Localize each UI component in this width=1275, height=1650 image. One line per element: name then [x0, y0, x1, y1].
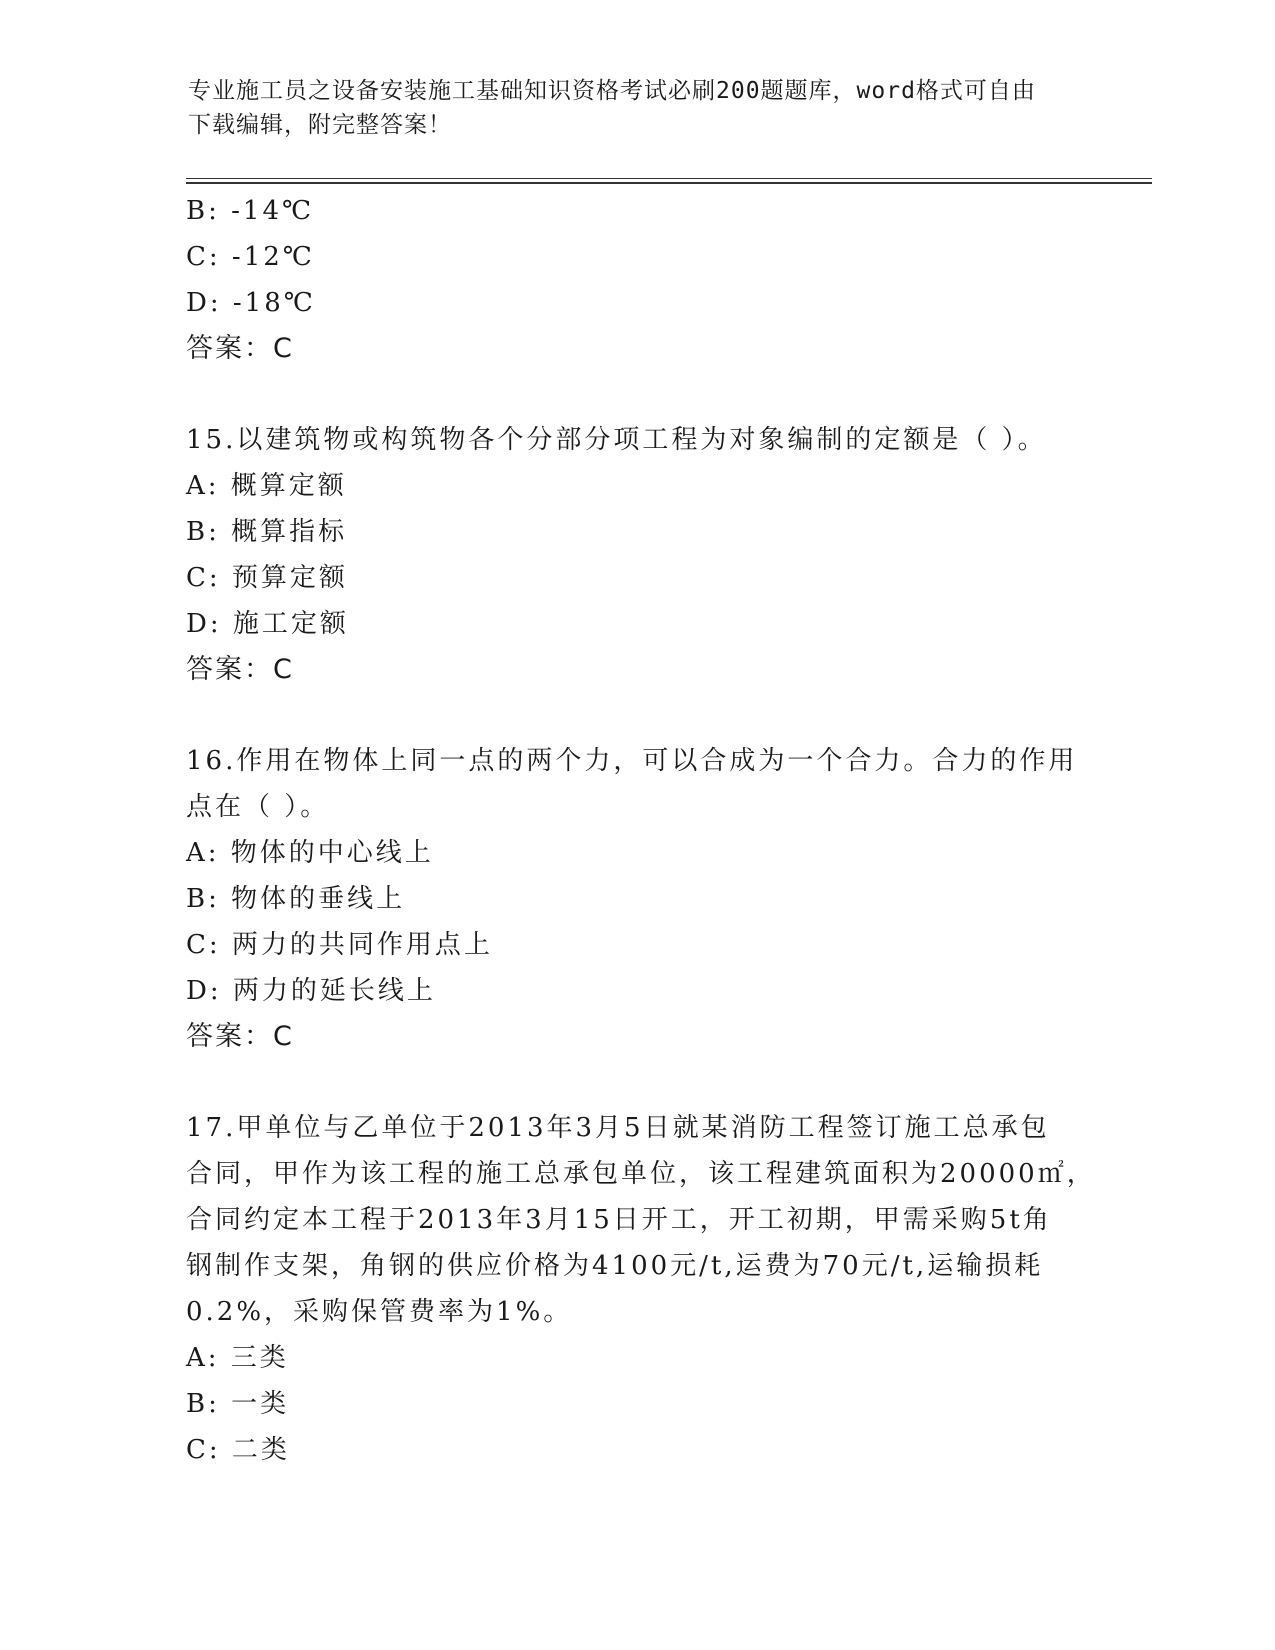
option-b: B: 一类: [186, 1389, 290, 1419]
question-stem-line-1: 16.作用在物体上同一点的两个力，可以合成为一个合力。合力的作用: [186, 746, 1078, 776]
option-a: A: 物体的中心线上: [186, 838, 434, 868]
spacer: [186, 1060, 1086, 1105]
document-header: [188, 74, 1068, 142]
question-16: [186, 738, 1086, 1060]
answer-line: 答案：C: [186, 654, 294, 685]
option-d: D: 两力的延长线上: [186, 976, 436, 1006]
option-a: A: 概算定额: [186, 471, 347, 501]
header-title-line-2: 下载编辑，附完整答案！: [188, 112, 452, 138]
option-b: B: 物体的垂线上: [186, 884, 406, 914]
answer-line: 答案：C: [186, 1021, 294, 1052]
option-a: A: 三类: [186, 1343, 289, 1373]
question-stem-line-1: 17.甲单位与乙单位于2013年3月5日就某消防工程签订施工总承包: [186, 1113, 1050, 1143]
header-title-line-1: 专业施工员之设备安装施工基础知识资格考试必刷200题题库，word格式可自由: [188, 78, 1036, 104]
question-list: [186, 188, 1096, 1473]
question-stem-line-2: 合同，甲作为该工程的施工总承包单位，该工程建筑面积为20000㎡，: [186, 1159, 1096, 1189]
option-d: D: 施工定额: [186, 609, 349, 639]
question-stem-line-2: 点在（ ）。: [186, 792, 330, 822]
spacer: [186, 693, 1086, 738]
question-stem-line-5: 0.2%，采购保管费率为1%。: [186, 1297, 573, 1327]
spacer: [186, 372, 1086, 417]
header-divider-thick: [186, 182, 1152, 184]
question-stem-line-4: 钢制作支架，角钢的供应价格为4100元/t,运费为70元/t,运输损耗: [186, 1251, 1044, 1281]
question-17: [186, 1105, 1096, 1473]
option-c: C: 两力的共同作用点上: [186, 930, 493, 960]
header-divider-thin: [186, 178, 1152, 179]
option-c: C: -12℃: [186, 242, 315, 272]
option-c: C: 预算定额: [186, 563, 348, 593]
option-d: D: -18℃: [186, 288, 316, 318]
option-b: B: -14℃: [186, 196, 315, 226]
option-b: B: 概算指标: [186, 517, 348, 547]
option-c: C: 二类: [186, 1435, 290, 1465]
question-15: [186, 417, 1086, 693]
answer-line: 答案：C: [186, 333, 294, 364]
question-stem: 15.以建筑物或构筑物各个分部分项工程为对象编制的定额是（ ）。: [186, 425, 1047, 455]
question-stem-line-3: 合同约定本工程于2013年3月15日开工，开工初期，甲需采购5t角: [186, 1205, 1052, 1235]
question-14-tail: [186, 188, 1086, 372]
